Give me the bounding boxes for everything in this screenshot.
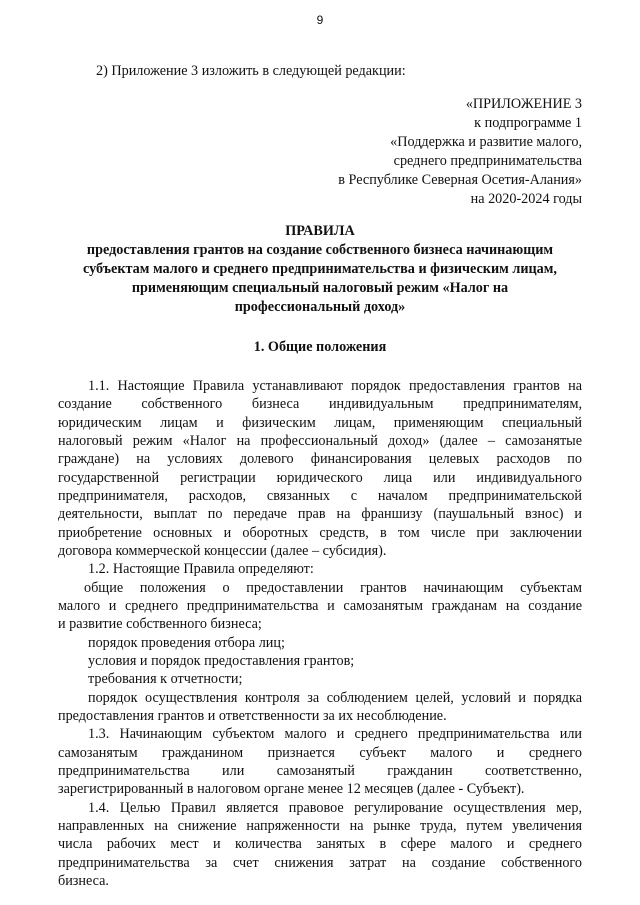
appendix-header-line: к подпрограмме 1 xyxy=(474,115,582,131)
body-line: 1.2. Настоящие Правила определяют: xyxy=(88,561,314,577)
appendix-header-line: среднего предпринимательства xyxy=(393,153,582,169)
page-number: 9 xyxy=(316,13,324,27)
body-line: деятельности, выплат по передаче прав на франшизу (паушальный взнос) и xyxy=(58,506,582,522)
body-line: самозанятым гражданином признается субъект малого и среднего xyxy=(58,745,582,761)
appendix-header-line: «ПРИЛОЖЕНИЕ 3 xyxy=(465,96,582,112)
appendix-header-line: на 2020-2024 годы xyxy=(470,191,582,207)
body-line: бизнеса. xyxy=(58,873,109,889)
body-line: зарегистрированный в налоговом органе менее 12 месяцев (далее - Субъект). xyxy=(58,781,525,797)
body-line: граждане) на условиях долевого финансирования целевых расходов по xyxy=(58,451,582,467)
body-line: юридическим лицам и физическим лицам, применяющим специальный xyxy=(58,415,582,431)
body-line: порядок осуществления контроля за соблюдением целей, условий и порядка xyxy=(88,690,582,706)
body-line: направленных на снижение напряженности на рынке труда, путем увеличения xyxy=(58,818,582,834)
document-subtitle-line: профессиональный доход» xyxy=(234,299,406,315)
body-line: 1.1. Настоящие Правила устанавливают порядок предоставления грантов на xyxy=(88,378,582,394)
document-subtitle-line: предоставления грантов на создание собственного бизнеса начинающим xyxy=(86,242,554,258)
body-line: условия и порядок предоставления грантов; xyxy=(88,653,355,669)
body-line: предоставления грантов и ответственности за их несоблюдение. xyxy=(58,708,447,724)
body-line: договора коммерческой концессии (далее – субсидия). xyxy=(58,543,387,559)
body-line: числа рабочих мест и количества занятых в сфере малого и среднего xyxy=(58,836,582,852)
document-subtitle-line: субъектам малого и среднего предпринимательства и физическим лицам, xyxy=(83,261,557,277)
body-line: предпринимательства или самозанятый гражданин соответственно, xyxy=(58,763,582,779)
section-heading: 1. Общие положения xyxy=(253,339,387,355)
intro-line: 2) Приложение 3 изложить в следующей редакции: xyxy=(96,63,406,79)
appendix-header-line: в Республике Северная Осетия-Алания» xyxy=(338,172,582,188)
body-line: предпринимательства за счет снижения затрат на создание собственного xyxy=(58,855,582,871)
document-subtitle-line: применяющим специальный налоговый режим «Налог на xyxy=(131,280,509,296)
appendix-header-line: «Поддержка и развитие малого, xyxy=(390,134,582,150)
body-line: предпринимателя, расходов, связанных с началом предпринимательской xyxy=(58,488,582,504)
body-line: требования к отчетности; xyxy=(88,671,243,687)
body-line: создание собственного бизнеса индивидуальным предпринимателям, xyxy=(58,396,582,412)
document-title: ПРАВИЛА xyxy=(285,223,355,239)
body-line: общие положения о предоставлении грантов начинающим субъектам xyxy=(84,580,582,596)
body-line: малого и среднего предпринимательства и самозанятым гражданам на создание xyxy=(58,598,582,614)
body-line: 1.3. Начинающим субъектом малого и среднего предпринимательства или xyxy=(88,726,582,742)
body-line: и развитие собственного бизнеса; xyxy=(58,616,262,632)
body-line: порядок проведения отбора лиц; xyxy=(88,635,285,651)
body-line: налоговый режим «Налог на профессиональный доход» (далее – самозанятые xyxy=(58,433,582,449)
body-line: государственной регистрации юридического лица или индивидуального xyxy=(58,470,582,486)
body-line: 1.4. Целью Правил является правовое регулирование осуществления мер, xyxy=(88,800,582,816)
body-line: приобретение основных и оборотных средств, в том числе при заключении xyxy=(58,525,582,541)
